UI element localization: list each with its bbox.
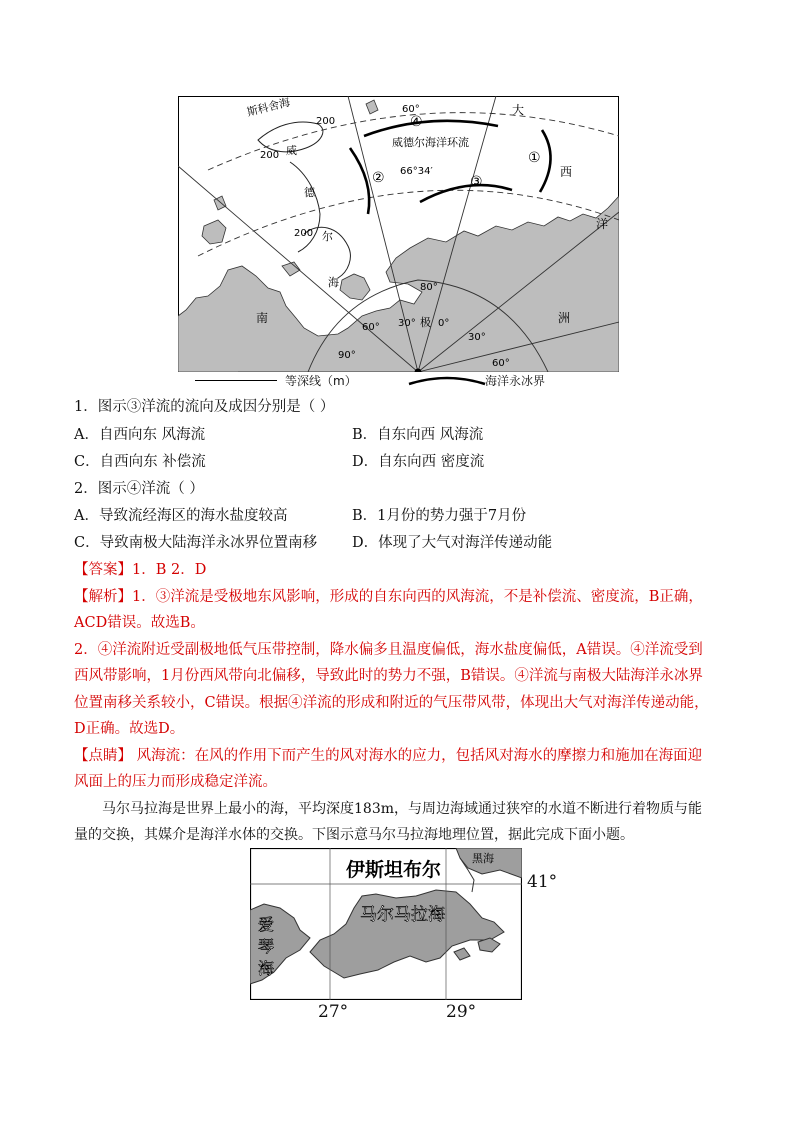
marmara-map-svg xyxy=(250,848,522,1000)
label-lon-27: 27° xyxy=(318,1002,349,1022)
label-zhou: 洲 xyxy=(558,311,571,325)
label-ji: 极 xyxy=(420,316,431,329)
label-aegean-2: 琴 xyxy=(258,937,275,956)
label-we: 威 xyxy=(286,144,297,157)
label-lon-0: 0° xyxy=(438,318,450,329)
label-hai: 海 xyxy=(328,276,339,289)
label-lon-30a: 30° xyxy=(398,318,416,329)
q2-option-a: A．导致流经海区的海水盐度较高 xyxy=(74,508,288,524)
q1-option-d: D．自东向西 密度流 xyxy=(352,454,485,470)
label-xi: 西 xyxy=(560,165,573,179)
label-black-sea: 黑海 xyxy=(472,852,494,865)
label-lon-60b: 60° xyxy=(492,358,510,369)
legend-ice-line xyxy=(407,374,487,388)
label-aegean-1: 爱 xyxy=(258,915,275,934)
label-scotia-sea: 斯科舍海 xyxy=(245,96,292,119)
weddell-map-svg xyxy=(178,96,619,372)
label-depth-200-a: 200 xyxy=(316,116,336,127)
label-current-2: ② xyxy=(372,170,385,186)
label-lat-6634: 66°34′ xyxy=(400,166,433,177)
label-lat-80: 80° xyxy=(420,282,438,293)
tips-line-1: 【点睛】 风海流：在风的作用下而产生的风对海水的应力，包括风对海水的摩擦力和施加在海面迎 xyxy=(74,748,703,764)
label-current-1: ① xyxy=(528,150,541,166)
weddell-sea-map xyxy=(178,96,619,372)
q2-option-b: B．1月份的势力强于7月份 xyxy=(352,508,527,524)
label-gyre: 威德尔海洋环流 xyxy=(392,136,469,149)
label-aegean-3: 海 xyxy=(258,959,275,978)
label-lat-60: 60° xyxy=(402,104,420,115)
legend-isobath-line xyxy=(195,380,277,381)
label-current-3: ③ xyxy=(470,174,483,190)
label-lat-41: 41° xyxy=(527,872,558,892)
intro-line-2: 量的交换，其媒介是海洋水体的交换。下图示意马尔马拉海地理位置，据此完成下面小题。 xyxy=(74,827,634,843)
q2-option-c: C．导致南极大陆海洋永冰界位置南移 xyxy=(74,535,318,551)
analysis-line-2: ACD错误。故选B。 xyxy=(74,615,205,631)
label-nan: 南 xyxy=(256,311,269,325)
analysis-line-5: 位置南移关系较小，C错误。根据④洋流的形成和附近的气压带风带，体现出大气对海洋传递动能， xyxy=(74,695,709,711)
label-lon-60a: 60° xyxy=(362,322,380,333)
q1-stem: 1．图示③洋流的流向及成因分别是（ ） xyxy=(74,399,335,415)
intro-line-1: 马尔马拉海是世界上最小的海，平均深度183m，与周边海域通过狭窄的水道不断进行着物质与能 xyxy=(102,801,702,817)
q2-stem: 2．图示④洋流（ ） xyxy=(74,481,204,497)
analysis-line-6: D正确。故选D。 xyxy=(74,721,185,737)
map1-legend xyxy=(195,372,615,390)
label-er: 尔 xyxy=(322,230,333,243)
label-depth-200-c: 200 xyxy=(294,228,314,239)
label-da: 大 xyxy=(512,103,525,117)
q2-option-d: D．体现了大气对海洋传递动能 xyxy=(352,535,553,551)
answer-line: 【答案】1．B 2．D xyxy=(74,562,207,578)
label-current-4: ④ xyxy=(410,114,423,130)
analysis-line-3: 2．④洋流附近受副极地低气压带控制，降水偏多且温度偏低，海水盐度偏低，A错误。④洋流受到 xyxy=(74,642,703,658)
legend-ice-label: 海洋永冰界 xyxy=(485,374,546,388)
label-lon-29: 29° xyxy=(446,1002,477,1022)
analysis-line-4: 西风带影响，1月份西风带向北偏移，导致此时的势力不强，B错误。④洋流与南极大陆海洋永冰界 xyxy=(74,668,703,684)
label-depth-200-b: 200 xyxy=(260,150,280,161)
marmara-map xyxy=(250,848,522,1000)
label-lon-90: 90° xyxy=(338,350,356,361)
label-istanbul: 伊斯坦布尔 xyxy=(346,859,442,881)
q1-option-c: C．自西向东 补偿流 xyxy=(74,454,206,470)
q1-option-b: B．自东向西 风海流 xyxy=(352,427,484,443)
label-de: 德 xyxy=(304,186,315,199)
tips-line-2: 风面上的压力而形成稳定洋流。 xyxy=(74,774,277,790)
analysis-line-1: 【解析】1．③洋流是受极地东风影响，形成的自东向西的风海流，不是补偿流、密度流，B正确， xyxy=(74,589,703,605)
q1-option-a: A．自西向东 风海流 xyxy=(74,427,206,443)
legend-isobath-label: 等深线（m） xyxy=(285,374,357,388)
label-marmara: 马尔马拉海 xyxy=(360,905,445,925)
label-lon-30b: 30° xyxy=(468,332,486,343)
label-yang: 洋 xyxy=(596,217,609,231)
